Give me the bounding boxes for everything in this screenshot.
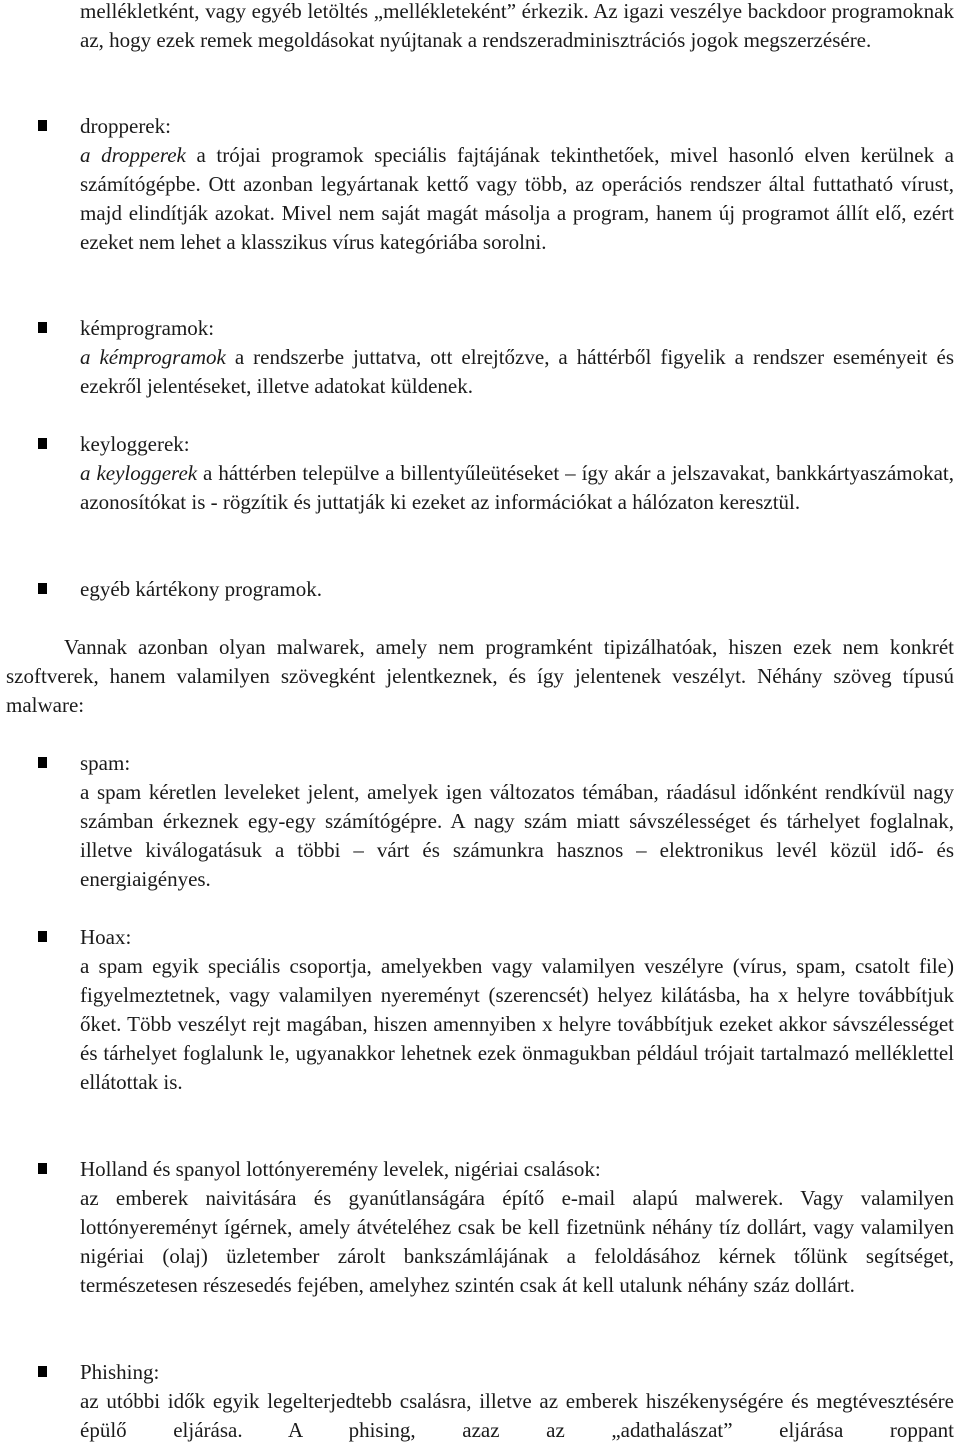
term-lead-keyloggerek: a keyloggerek xyxy=(80,461,198,485)
term-kemprogramok: kémprogramok: xyxy=(80,316,215,340)
desc-hoax: a spam egyik speciális csoportja, amelyekben vagy valamilyen veszélyre (vírus, spam, csatolt file) figyelmeztetnek, vagy valamilyen nyereményt (szerencsét) helyez kilátásba, ha x helyre továbbítjuk őket. Több veszélyt rejt magában, hiszen amennyiben x helyre továbbítjuk ezeket akkor sávszélességet és tárhelyet foglalunk le, ugyanakkor lehetnek ezek önmagukban például trójait tartalmazó melléklettel ellátottak is. xyxy=(80,954,954,1094)
desc-lottery-scams: az emberek naivitására és gyanútlanságára építő e-mail alapú malwerek. Vagy valamilyen lottónyereményt ígérnek, amely átvételéhez csak be kell fizetnünk néhány tíz dollárt, vagy valamilyen nigériai (olaj) üzletember zárolt bankszámlájának a feloldásához kérnek tőlünk segítséget, természetesen részesedés fejében, amelyhez szintén csak át kell utalunk néhány száz dollárt. xyxy=(80,1186,954,1297)
desc-keyloggerek: a háttérben települve a billentyűleütéseket – így akár a jelszavakat, bankkártyaszámokat, azonosítókat is - rögzítik és juttatják ki ezeket az információkat a hálózaton keresztül. xyxy=(80,461,955,514)
term-phishing: Phishing: xyxy=(80,1360,160,1384)
bullet-square-icon xyxy=(38,931,47,942)
bullet-square-icon xyxy=(38,1163,47,1174)
term-dropperek: dropperek: xyxy=(80,114,171,138)
term-lottery-scams: Holland és spanyol lottónyeremény levelek, nigériai csalások: xyxy=(80,1157,601,1181)
bullet-square-icon xyxy=(38,583,47,594)
bullet-square-icon xyxy=(38,1366,47,1377)
text-malware-intro-paragraph: Vannak azonban olyan malwarek, amely nem programként tipizálhatóak, hiszen ezek nem konkrét szoftverek, hanem valamilyen szövegként jelentkeznek, és így jelentenek veszélyt. Néhány szöveg típusú malware: xyxy=(6,635,954,717)
desc-dropperek: a trójai programok speciális fajtájának tekinthetőek, mivel hasonló elven kerülnek a számítógépbe. Ott azonban legyártanak kettő vagy több, az operációs rendszer által futtatható vírust, majd elindítják azokat. Mivel nem saját magát másolja a program, hanem új programot állít elő, ezért ezeket nem lehet a klasszikus vírus kategóriába sorolni. xyxy=(80,143,955,254)
list-item-dropperek xyxy=(80,112,954,257)
desc-kemprogramok: a rendszerbe juttatva, ott elrejtőzve, a háttérből figyelik a rendszer eseményeit és ezekről jelentéseket, illetve adatokat küldenek. xyxy=(80,345,954,398)
bullet-square-icon xyxy=(38,438,47,449)
list-item-lottery-scams xyxy=(80,1155,954,1300)
list-item-spam xyxy=(80,749,954,894)
list-item-egyeb xyxy=(80,575,954,604)
term-lead-dropperek: a dropperek xyxy=(80,143,186,167)
term-spam: spam: xyxy=(80,751,131,775)
list-item-phishing xyxy=(80,1358,954,1445)
desc-spam: a spam kéretlen leveleket jelent, amelyek igen változatos témában, ráadásul időnként rendkívül nagy számban érkeznek egy-egy számítógépre. A nagy szám miatt sávszélességet és tárhelyet foglalnak, illetve kiválogatásuk a többi – várt és számunkra hasznos – elektronikus levél közül idő- és energiaigényes. xyxy=(80,780,954,891)
term-keyloggerek: keyloggerek: xyxy=(80,432,190,456)
bullet-square-icon xyxy=(38,322,47,333)
bullet-square-icon xyxy=(38,757,47,768)
intro-paragraph: mellékletként, vagy egyéb letöltés „mellékleteként” érkezik. Az igazi veszélye backdoor programoknak az, hogy ezek remek megoldásokat nyújtanak a rendszeradminisztrációs jogok megszerzésére. xyxy=(80,0,954,52)
desc-phishing: az utóbbi idők egyik legelterjedtebb csalásra, illetve az emberek hiszékenységére és megtévesztésére épülő eljárása. A phising, azaz az „adathalászat” eljárása roppant xyxy=(80,1389,954,1442)
term-lead-kemprogramok: a kémprogramok xyxy=(80,345,226,369)
term-hoax: Hoax: xyxy=(80,925,132,949)
bullet-square-icon xyxy=(38,120,47,131)
list-item-keyloggerek xyxy=(80,430,954,517)
term-egyeb: egyéb kártékony programok. xyxy=(80,577,323,601)
list-item-kemprogramok xyxy=(80,314,954,401)
list-item-hoax xyxy=(80,923,954,1097)
